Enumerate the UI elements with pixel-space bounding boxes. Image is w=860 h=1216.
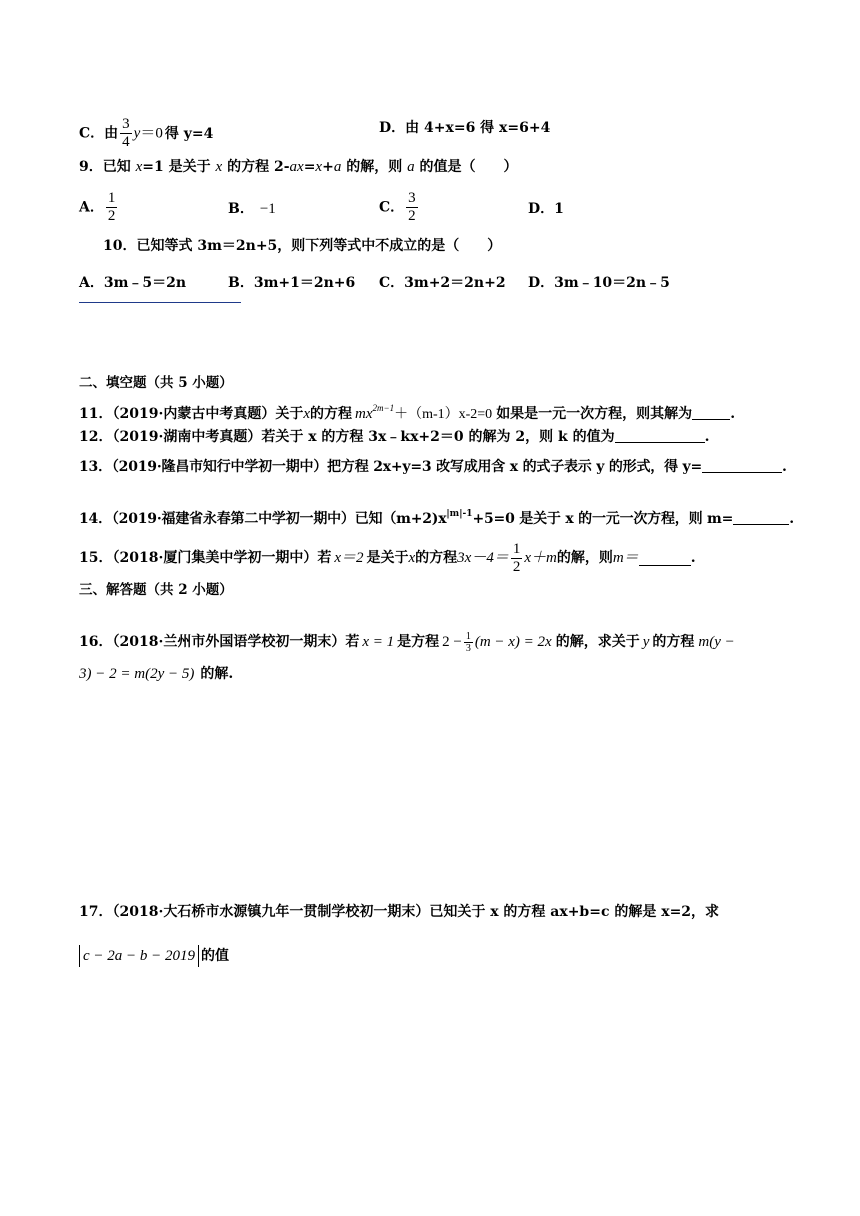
q9-option-b (228, 199, 276, 219)
q13-end: . (782, 459, 787, 475)
q12-text: 12．（2019·湖南中考真题）若关于 x 的方程 3x﹣kx+2＝0 的解为 2，则 k 的值为 (79, 429, 615, 445)
q16-cond: x = 1 (362, 634, 395, 650)
q16-eq-a: 2 − (442, 634, 462, 650)
q11-end: . (730, 406, 736, 422)
q13-answer-blank[interactable] (702, 458, 782, 473)
q15-eq-left: 3x－4＝ (457, 550, 509, 566)
q9-b-val: −1 (259, 201, 276, 217)
q9-a-label: A． (79, 199, 104, 216)
q15-cond: x＝2 (334, 550, 364, 566)
q9-a-den: 2 (107, 208, 116, 224)
q10-option-b: B．3m+1＝2n+6 (228, 275, 356, 291)
q11-exp: 2m−1 (372, 403, 395, 413)
q15-end: . (690, 550, 696, 566)
q16-eq-line2: 3) − 2 = m(2y − 5) (79, 666, 195, 682)
q15-eq-right: x＋m (524, 550, 557, 566)
q11 (79, 398, 735, 425)
q11-suffix: 如果是一元一次方程，则其解为 (496, 406, 693, 422)
q9-stem-a: 9．已知 (79, 159, 136, 175)
q9-stem-x3: x (315, 159, 323, 175)
q9-a-fraction (106, 190, 118, 225)
q9-stem (79, 157, 517, 177)
q13-text: 13．（2019·隆昌市知行中学初一期中）把方程 2x+y=3 改写成用含 x 的式子表示 y 的形式，得 y= (79, 459, 703, 475)
q8-c-eq: ＝0 (140, 125, 163, 142)
q16-frac-num: 1 (465, 630, 471, 642)
q15-fraction (511, 541, 523, 576)
q16-mid: 是方程 (397, 634, 440, 650)
q14-prefix: 14．（2019·福建省永春第二中学初一期中）已知（m+2)x (79, 511, 447, 527)
q12 (79, 427, 709, 447)
q16-prefix: 16．（2018·兰州市外国语学校初一期末）若 (79, 634, 360, 650)
q9-c-num: 3 (408, 190, 416, 206)
q17-abs-expression: c − 2a − b − 2019 (79, 945, 199, 967)
q14-end: . (789, 511, 795, 527)
q15-frac-den: 2 (512, 558, 521, 575)
q8-option-c (79, 116, 213, 151)
q9-c-den: 2 (408, 208, 416, 224)
q17-end: 的值 (201, 948, 230, 964)
q16-suffix2: 的方程 (652, 634, 695, 650)
q10-option-c: C．3m+2＝2n+2 (379, 275, 506, 291)
q9-stem-a2: a (333, 159, 342, 175)
q8-c-fraction (120, 116, 132, 151)
section-fill-in-heading: 二、填空题（共 5 小题） (79, 375, 233, 391)
q9-stem-c: 的方程 2- (222, 159, 290, 175)
q15 (79, 540, 696, 576)
q9-c-label: C． (379, 199, 405, 216)
q14-suffix: +5=0 是关于 x 的一元一次方程，则 m= (472, 511, 734, 527)
q9-c-fraction (406, 190, 418, 225)
q17-line1: 17．（2018·大石桥市水源镇九年一贯制学校初一期末）已知关于 x 的方程 ax+b=c 的解是 x=2，求 (79, 904, 720, 920)
q16-fraction (464, 631, 473, 654)
q9-stem-x1: x (135, 159, 143, 175)
q8-c-frac-den: 4 (122, 134, 130, 150)
q10-stem: 10．已知等式 3m＝2n+5，则下列等式中不成立的是（ ） (103, 238, 502, 254)
q15-frac-num: 1 (512, 540, 521, 557)
q10-option-d: D．3m﹣10＝2n﹣5 (528, 275, 670, 291)
q10-option-a: A．3m﹣5＝2n (79, 275, 187, 291)
q16-eq-line1: m(y − (698, 634, 735, 650)
q13 (79, 457, 787, 477)
q9-option-a (79, 190, 119, 225)
q9-stem-x2: x (215, 159, 223, 175)
q15-answer-blank[interactable] (639, 551, 691, 566)
q9-stem-e: + (322, 159, 334, 175)
q9-stem-g: 的值是（ ） (414, 159, 518, 175)
q9-a-num: 1 (107, 190, 116, 206)
q9-stem-f: 的解，则 (341, 159, 408, 175)
q11-answer-blank[interactable] (692, 405, 730, 420)
q12-end: . (704, 429, 710, 445)
q16-suffix: 的解，求关于 (555, 634, 640, 650)
q10-option-a-underline (79, 302, 241, 303)
q16-frac-den: 3 (465, 642, 471, 654)
q15-m-eq: m＝ (612, 550, 639, 566)
q8-option-d: D．由 4+x=6 得 x=6+4 (379, 120, 551, 136)
q9-stem-d: = (303, 159, 316, 175)
q9-b-label: B． (228, 201, 254, 217)
q16-eq-b: (m − x) = 2x (474, 634, 552, 650)
q11-mid: 的方程 (310, 406, 352, 422)
q16-end: 的解. (200, 666, 234, 682)
q14-answer-blank[interactable] (733, 510, 789, 525)
q8-c-prefix: C．由 (79, 125, 119, 142)
q16-y: y (642, 634, 650, 650)
q9-stem-a3: a (407, 159, 415, 175)
q15-x: x (408, 550, 416, 566)
section-answer-heading: 三、解答题（共 2 小题） (79, 582, 233, 598)
q11-mx: mx (355, 406, 373, 422)
q15-prefix: 15．（2018·厦门集美中学初一期中）若 (79, 550, 332, 566)
q11-x: x (303, 406, 310, 422)
q12-answer-blank[interactable] (615, 428, 705, 443)
q11-rest: ＋（m-1）x-2=0 (394, 407, 493, 422)
q14-exp: |m|-1 (446, 509, 473, 519)
q16-line2 (79, 664, 233, 684)
q11-prefix: 11．（2019·内蒙古中考真题）关于 (79, 406, 304, 422)
q16-line1 (79, 627, 735, 657)
q15-mid2: 的方程 (415, 550, 458, 566)
q9-option-d: D．1 (528, 201, 564, 217)
q14 (79, 504, 794, 529)
q17-line2 (79, 944, 229, 968)
q8-c-frac-num: 3 (122, 116, 130, 132)
q9-stem-ax: ax (289, 159, 304, 175)
q15-mid: 是关于 (366, 550, 409, 566)
q8-c-suffix: 得 y=4 (164, 125, 214, 142)
q9-option-c (379, 190, 420, 225)
q8-c-var: y (133, 125, 141, 142)
q9-stem-b: =1 是关于 (142, 159, 216, 175)
q15-suffix: 的解，则 (556, 550, 613, 566)
